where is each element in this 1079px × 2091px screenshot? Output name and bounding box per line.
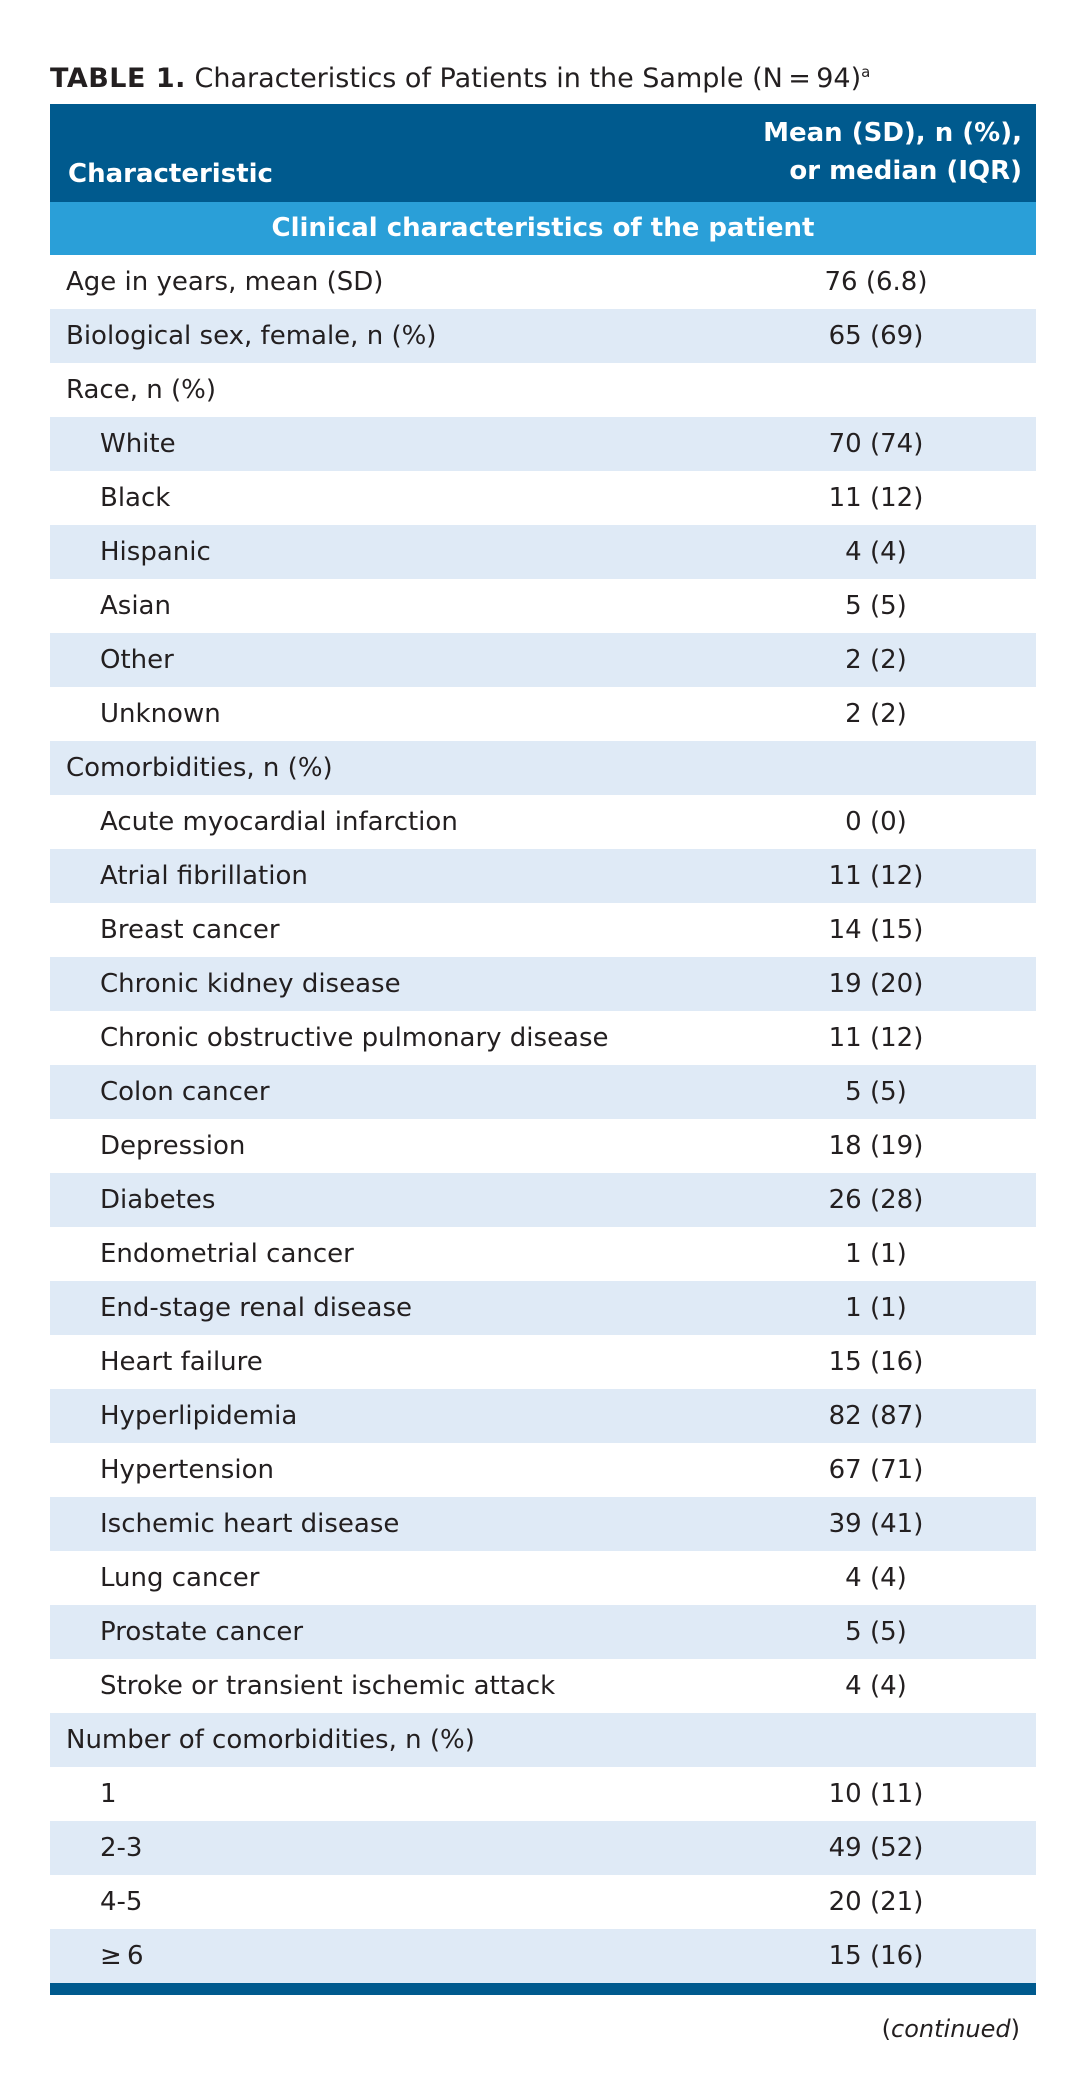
table-row xyxy=(50,1713,1036,1767)
table-row xyxy=(50,687,1036,741)
table-row xyxy=(50,525,1036,579)
table-row xyxy=(50,1821,1036,1875)
table-row xyxy=(50,309,1036,363)
table-row xyxy=(50,1119,1036,1173)
row-label: Colon cancer xyxy=(100,1077,270,1107)
table-row xyxy=(50,1389,1036,1443)
table-row xyxy=(50,579,1036,633)
table-row xyxy=(50,1173,1036,1227)
table-row xyxy=(50,903,1036,957)
row-label: Number of comorbidities, n (%) xyxy=(66,1725,475,1755)
row-label: Heart failure xyxy=(100,1347,263,1377)
row-label: End-stage renal disease xyxy=(100,1293,412,1323)
row-label: White xyxy=(100,429,176,459)
footnote-mark: a xyxy=(861,63,871,81)
table-row xyxy=(50,1929,1036,1983)
continued-text: continued xyxy=(891,2015,1011,2043)
row-label: Asian xyxy=(100,591,171,621)
row-label: Black xyxy=(100,483,171,513)
row-label: Hispanic xyxy=(100,537,211,567)
row-value: 10 (11) xyxy=(828,1779,924,1809)
row-value: 5 (5) xyxy=(845,1077,907,1107)
row-label: Hyperlipidemia xyxy=(100,1401,298,1431)
row-label: Chronic kidney disease xyxy=(100,969,401,999)
table-row xyxy=(50,255,1036,309)
row-value: 5 (5) xyxy=(845,1617,907,1647)
row-label: Ischemic heart disease xyxy=(100,1509,400,1539)
row-label: Chronic obstructive pulmonary disease xyxy=(100,1023,609,1053)
row-label: Diabetes xyxy=(100,1185,216,1215)
row-value: 49 (52) xyxy=(828,1833,924,1863)
row-label: Comorbidities, n (%) xyxy=(66,753,333,783)
row-label: Race, n (%) xyxy=(66,375,216,405)
row-label: 4-5 xyxy=(100,1887,143,1917)
table-row xyxy=(50,1443,1036,1497)
table-bottom-rule xyxy=(50,1983,1036,1995)
table-container xyxy=(50,52,1036,2043)
row-value: 4 (4) xyxy=(845,1671,907,1701)
table-label: TABLE 1. xyxy=(50,63,186,94)
table-row xyxy=(50,849,1036,903)
section-header: Clinical characteristics of the patient xyxy=(50,202,1036,255)
row-value: 1 (1) xyxy=(845,1293,907,1323)
row-label: Age in years, mean (SD) xyxy=(66,267,384,297)
table-row xyxy=(50,363,1036,417)
row-label: Unknown xyxy=(100,699,221,729)
row-value: 20 (21) xyxy=(828,1887,924,1917)
row-value: 82 (87) xyxy=(828,1401,924,1431)
header-statistic-line2: or median (IQR) xyxy=(789,156,1022,186)
row-label: Biological sex, female, n (%) xyxy=(66,321,437,351)
row-label: Depression xyxy=(100,1131,246,1161)
row-value: 0 (0) xyxy=(845,807,907,837)
table-row xyxy=(50,1659,1036,1713)
row-label: ≥ 6 xyxy=(100,1941,144,1971)
row-value: 26 (28) xyxy=(828,1185,924,1215)
row-value: 5 (5) xyxy=(845,591,907,621)
row-value: 2 (2) xyxy=(845,699,907,729)
table-row xyxy=(50,1767,1036,1821)
row-label: Hypertension xyxy=(100,1455,274,1485)
row-value: 4 (4) xyxy=(845,1563,907,1593)
row-label: Acute myocardial infarction xyxy=(100,807,458,837)
row-label: Lung cancer xyxy=(100,1563,260,1593)
table-caption xyxy=(50,52,1036,92)
row-value: 1 (1) xyxy=(845,1239,907,1269)
table-row xyxy=(50,1497,1036,1551)
table-row xyxy=(50,1011,1036,1065)
table-row xyxy=(50,1281,1036,1335)
table-row xyxy=(50,795,1036,849)
table-row xyxy=(50,1605,1036,1659)
row-value: 15 (16) xyxy=(828,1347,924,1377)
table-body xyxy=(50,255,1036,1983)
row-value: 65 (69) xyxy=(828,321,924,351)
row-value: 11 (12) xyxy=(828,1023,924,1053)
table-row xyxy=(50,417,1036,471)
row-value: 70 (74) xyxy=(828,429,924,459)
table-row xyxy=(50,1227,1036,1281)
row-value: 76 (6.8) xyxy=(824,267,928,297)
row-label: Atrial fibrillation xyxy=(100,861,308,891)
row-label: Other xyxy=(100,645,174,675)
row-value: 11 (12) xyxy=(828,483,924,513)
row-value: 19 (20) xyxy=(828,969,924,999)
table-row xyxy=(50,1875,1036,1929)
table-row xyxy=(50,471,1036,525)
row-value: 18 (19) xyxy=(828,1131,924,1161)
table-row xyxy=(50,1335,1036,1389)
table-row xyxy=(50,741,1036,795)
row-value: 39 (41) xyxy=(828,1509,924,1539)
row-label: Stroke or transient ischemic attack xyxy=(100,1671,556,1701)
row-label: Breast cancer xyxy=(100,915,280,945)
table-header xyxy=(50,104,1036,202)
continued-note: (continued) xyxy=(881,2015,1020,2043)
row-label: Endometrial cancer xyxy=(100,1239,354,1269)
table-row xyxy=(50,957,1036,1011)
row-value: 67 (71) xyxy=(828,1455,924,1485)
row-value: 4 (4) xyxy=(845,537,907,567)
table-row xyxy=(50,1551,1036,1605)
row-label: 2-3 xyxy=(100,1833,143,1863)
row-value: 15 (16) xyxy=(828,1941,924,1971)
row-label: Prostate cancer xyxy=(100,1617,304,1647)
header-characteristic: Characteristic xyxy=(68,159,273,189)
table-row xyxy=(50,1065,1036,1119)
header-statistic-line1: Mean (SD), n (%), xyxy=(763,118,1022,148)
table-row xyxy=(50,633,1036,687)
row-value: 14 (15) xyxy=(828,915,924,945)
row-value: 2 (2) xyxy=(845,645,907,675)
table-title: Characteristics of Patients in the Sample (N = 94) xyxy=(194,63,862,94)
header-statistic xyxy=(722,114,1022,190)
row-label: 1 xyxy=(100,1779,117,1809)
row-value: 11 (12) xyxy=(828,861,924,891)
